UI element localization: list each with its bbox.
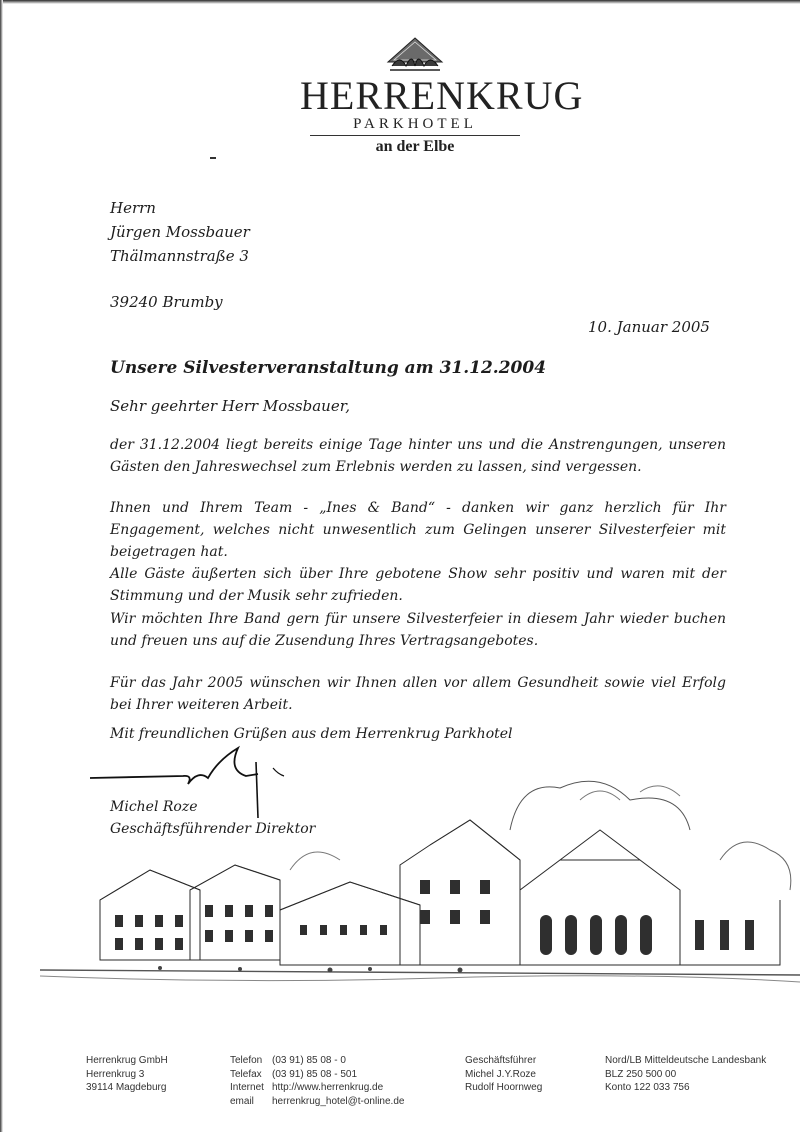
letter-subject: Unsere Silvesterveranstaltung am 31.12.2004 [110, 358, 547, 378]
footer-company-street: Herrenkrug 3 [86, 1068, 145, 1080]
footer-phone: Telefon (03 91) 85 08 - 0 [230, 1055, 346, 1066]
footer-company-city: 39114 Magdeburg [86, 1082, 167, 1093]
footer-company [86, 1054, 168, 1095]
recipient-street: Thälmannstraße 3 [110, 247, 249, 265]
body-paragraph-2 [110, 497, 726, 607]
footer-email: email herrenkrug_hotel@t-online.de [230, 1095, 405, 1107]
footer-bank-code: BLZ 250 500 00 [605, 1068, 677, 1080]
footer-email-link[interactable]: herrenkrug_hotel@t-online.de [272, 1095, 405, 1107]
signer-title: Geschäftsführender Direktor [110, 821, 316, 837]
brand-divider [310, 135, 520, 136]
letter-closing: Mit freundlichen Grüßen aus dem Herrenkrug Parkhotel [110, 726, 513, 742]
footer-bank-name: Nord/LB Mitteldeutsche Landesbank [605, 1055, 767, 1066]
body-paragraph-2a: Ihnen und Ihrem Team - „Ines & Band“ - danken wir ganz herzlich für Ihr Engagement, welches nicht unwesentlich zum Gelingen unserer Silvesterfeier mit beigetragen hat. [110, 500, 726, 560]
signer-name: Michel Roze [110, 799, 198, 815]
footer-manager-2: Rudolf Hoornweg [465, 1082, 543, 1093]
recipient-address [110, 196, 250, 314]
body-paragraph-4: Für das Jahr 2005 wünschen wir Ihnen allen vor allem Gesundheit sowie viel Erfolg bei Ihrer weiteren Arbeit. [110, 675, 726, 713]
letterhead [300, 36, 584, 156]
footer-website-link[interactable]: http://www.herrenkrug.de [272, 1082, 384, 1093]
body-paragraph-3: Wir möchten Ihre Band gern für unsere Silvesterfeier in diesem Jahr wieder buchen und freuen uns auf die Zusendung Ihres Vertragsangebotes. [110, 611, 726, 649]
letter-salutation: Sehr geehrter Herr Mossbauer, [110, 397, 351, 415]
brand-name: HERRENKRUG [300, 73, 584, 118]
footer-bank [605, 1054, 766, 1095]
recipient-name: Jürgen Mossbauer [110, 223, 250, 241]
footer-bank-account: Konto 122 033 756 [605, 1082, 690, 1093]
footer-internet: Internet http://www.herrenkrug.de [230, 1082, 384, 1093]
hotel-sketch-illustration [40, 770, 800, 990]
fold-mark [210, 157, 216, 159]
scan-edge-top [0, 0, 800, 4]
footer-company-name: Herrenkrug GmbH [86, 1055, 168, 1066]
footer-management [465, 1054, 542, 1095]
brand-tagline: an der Elbe [375, 138, 455, 155]
footer-fax: Telefax (03 91) 85 08 - 501 [230, 1068, 358, 1080]
footer-management-label: Geschäftsführer [465, 1055, 537, 1066]
body-paragraph-1: der 31.12.2004 liegt bereits einige Tage hinter uns und die Anstrengungen, unseren Gästen den Jahreswechsel zum Erlebnis werden zu lassen, sind vergessen. [110, 437, 726, 475]
footer-contact [230, 1054, 404, 1108]
body-paragraph-2b: Alle Gäste äußerten sich über Ihre gebotene Show sehr positiv und waren mit der Stimmung und der Musik sehr zufrieden. [110, 566, 726, 604]
letter-date: 10. Januar 2005 [588, 318, 710, 336]
scan-edge-left [0, 0, 3, 1132]
recipient-city: 39240 Brumby [110, 293, 223, 311]
recipient-salutation-line: Herrn [110, 199, 156, 217]
footer-manager-1: Michel J.Y.Roze [465, 1068, 536, 1080]
hotel-logo-icon [382, 36, 448, 76]
brand-subtitle: PARKHOTEL [353, 116, 477, 132]
